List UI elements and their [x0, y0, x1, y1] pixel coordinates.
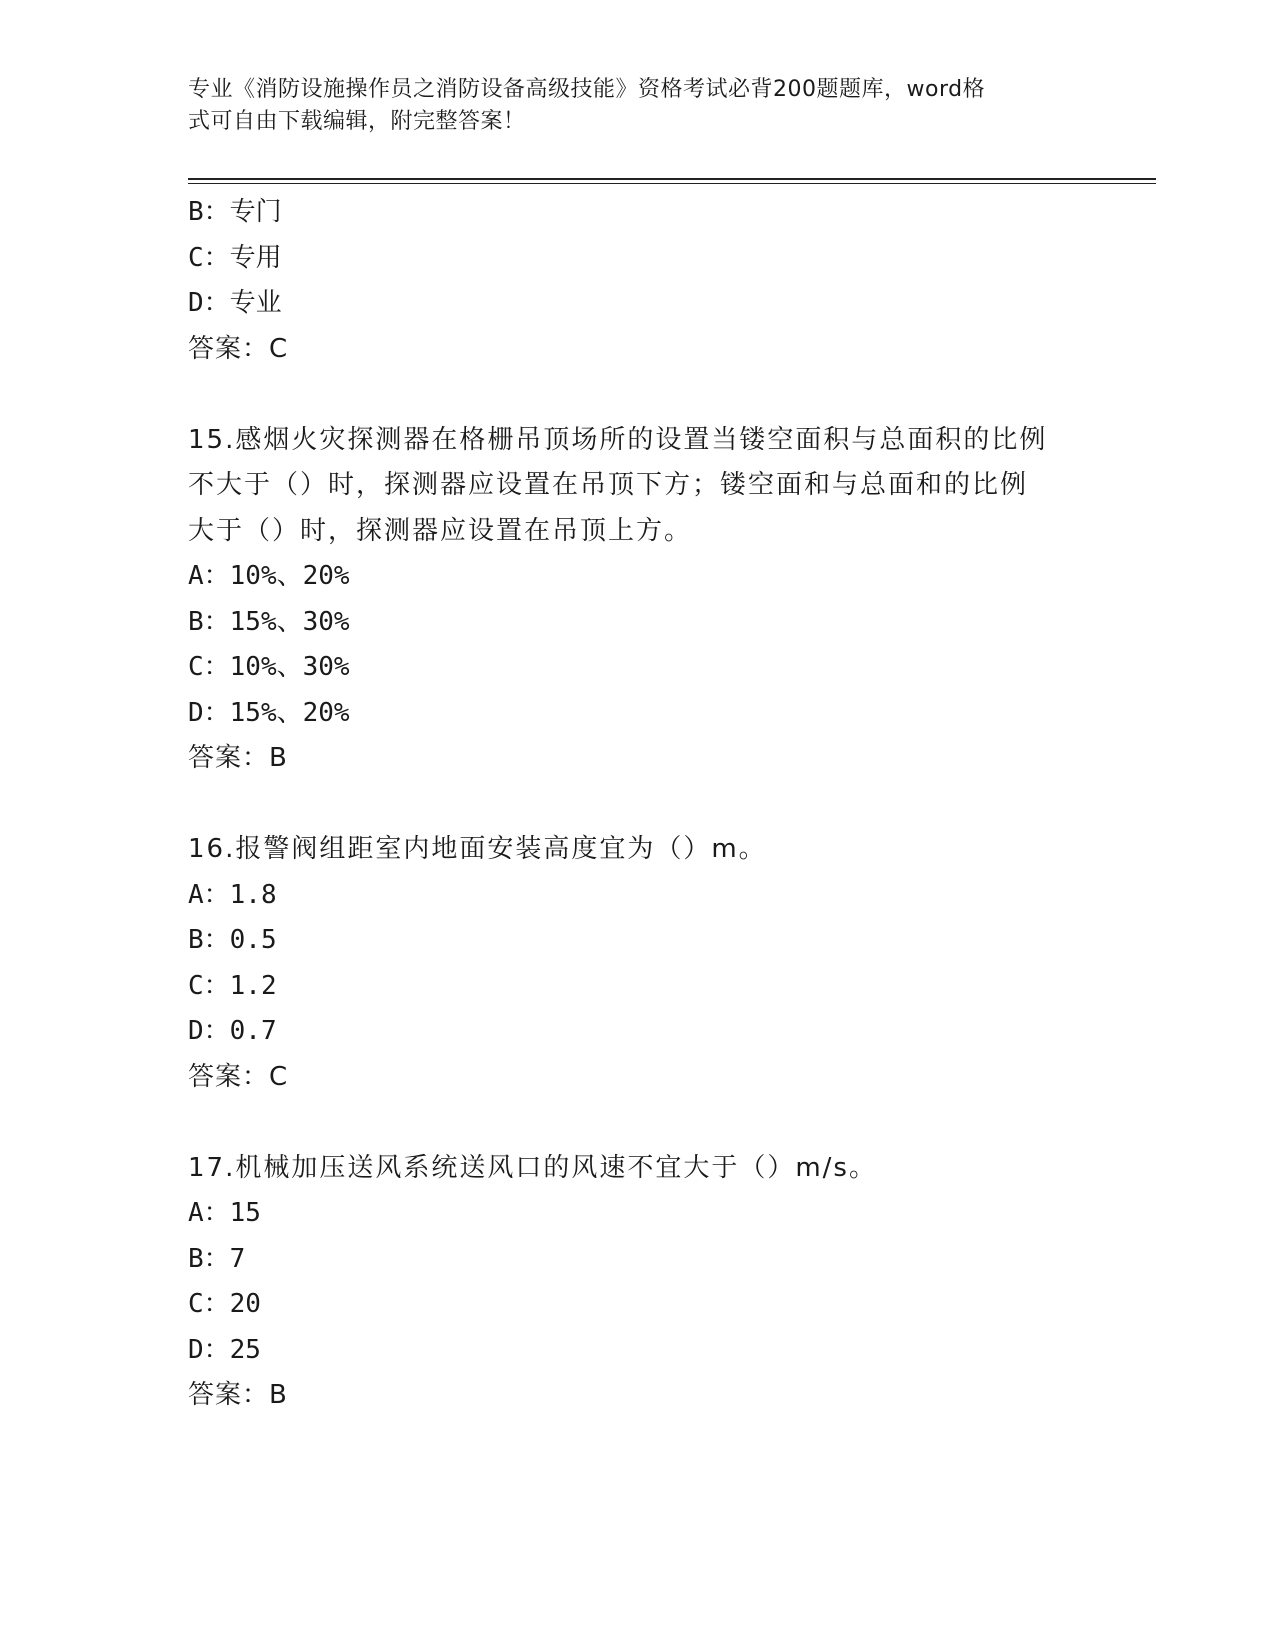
question-block-14 [188, 190, 1088, 372]
option-d: D：25 [188, 1334, 261, 1365]
question-block-16 [188, 827, 1088, 1100]
header-line-1: 专业《消防设施操作员之消防设备高级技能》资格考试必背200题题库，word格 [188, 77, 986, 102]
question-block-17 [188, 1146, 1088, 1419]
question-line: 16.报警阀组距室内地面安装高度宜为（）m。 [188, 834, 767, 864]
question-text [188, 418, 1068, 555]
spacer [188, 372, 1088, 418]
option-a: A：10%、20% [188, 561, 350, 591]
option-b: B：专门 [188, 197, 282, 227]
answer-line: 答案：B [188, 1380, 288, 1410]
spacer [188, 1100, 1088, 1146]
answer-line: 答案：C [188, 1061, 289, 1092]
option-c: C：1.2 [188, 970, 277, 1001]
option-d: D：专业 [188, 288, 282, 318]
option-b: B：7 [188, 1243, 246, 1274]
question-block-15 [188, 418, 1088, 782]
option-c: C：专用 [188, 242, 282, 273]
answer-line: 答案：C [188, 333, 289, 364]
document-body [188, 190, 1088, 1419]
option-d: D：0.7 [188, 1016, 277, 1046]
document-header [188, 74, 1068, 138]
option-a: A：1.8 [188, 879, 277, 910]
option-b: B：0.5 [188, 925, 277, 955]
header-divider-thin [188, 183, 1156, 184]
option-a: A：15 [188, 1198, 261, 1228]
option-b: B：15%、30% [188, 606, 350, 637]
question-line: 大于（）时，探测器应设置在吊顶上方。 [188, 515, 693, 546]
question-text [188, 1146, 1068, 1192]
answer-line: 答案：B [188, 743, 288, 773]
question-text [188, 827, 1068, 873]
option-c: C：10%、30% [188, 652, 350, 682]
header-line-2: 式可自由下载编辑，附完整答案！ [188, 109, 526, 134]
question-line: 15.感烟火灾探测器在格栅吊顶场所的设置当镂空面积与总面积的比例 [188, 424, 1048, 455]
option-c: C：20 [188, 1289, 261, 1319]
spacer [188, 782, 1088, 828]
option-d: D：15%、20% [188, 697, 350, 728]
header-divider-thick [188, 178, 1156, 180]
question-line: 不大于（）时，探测器应设置在吊顶下方；镂空面和与总面和的比例 [188, 470, 1029, 500]
question-line: 17.机械加压送风系统送风口的风速不宜大于（）m/s。 [188, 1152, 877, 1183]
